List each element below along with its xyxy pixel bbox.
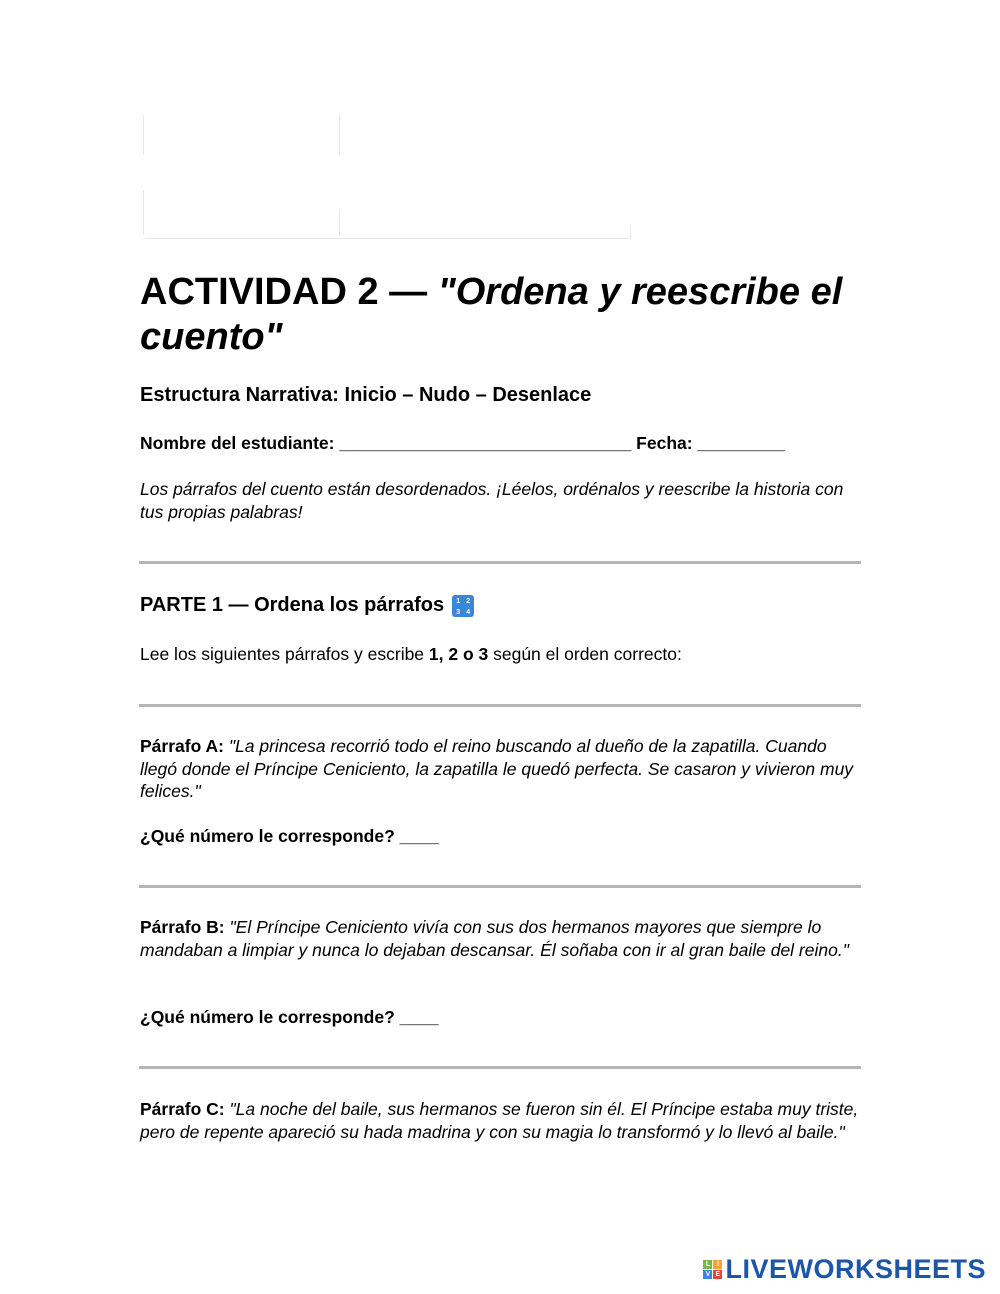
paragraph-label: Párrafo C: bbox=[140, 1099, 225, 1119]
part1-title-text: PARTE 1 — Ordena los párrafos bbox=[140, 594, 445, 616]
icon-digit: 1 bbox=[456, 597, 461, 605]
logo-letter: I bbox=[713, 1260, 722, 1269]
paragraph-a bbox=[140, 735, 860, 803]
student-name-date-line: Nombre del estudiante: ______________________________ Fecha: _________ bbox=[140, 433, 786, 453]
divider bbox=[139, 1066, 861, 1069]
part1-instruction bbox=[140, 644, 682, 665]
logo-letter: V bbox=[703, 1270, 712, 1279]
logo-icon bbox=[703, 1260, 722, 1279]
icon-digit: 4 bbox=[466, 608, 471, 616]
table-fragment-mid-1 bbox=[339, 115, 340, 155]
intro-text: Los párrafos del cuento están desordenados. ¡Léelos, ordénalos y reescribe la historia con tus propias palabras! bbox=[140, 479, 844, 522]
paragraph-text: "La princesa recorrió todo el reino buscando al dueño de la zapatilla. Cuando llegó donde el Príncipe Ceniciento, la zapatilla le quedó perfecta. Se casaron y vivieron muy felices." bbox=[140, 736, 854, 801]
instruction-text-end: según el orden correcto: bbox=[488, 644, 682, 664]
table-fragment-right bbox=[630, 226, 631, 238]
divider bbox=[139, 885, 861, 888]
paragraph-text: "El Príncipe Ceniciento vivía con sus dos hermanos mayores que siempre lo mandaban a limpiar y nunca lo dejaban descansar. Él soñaba con ir al gran baile del reino." bbox=[140, 917, 849, 960]
question-b[interactable]: ¿Qué número le corresponde? ____ bbox=[140, 1007, 439, 1027]
divider bbox=[139, 704, 861, 707]
table-fragment-mid-2 bbox=[339, 210, 340, 235]
page-title bbox=[140, 270, 860, 360]
paragraph-label: Párrafo B: bbox=[140, 917, 225, 937]
paragraph-text: "La noche del baile, sus hermanos se fueron sin él. El Príncipe estaba muy triste, pero de repente apareció su hada madrina y con su magia lo transformó y lo llevó al baile." bbox=[140, 1099, 859, 1142]
question-a[interactable]: ¿Qué número le corresponde? ____ bbox=[140, 826, 439, 846]
icon-digit: 3 bbox=[456, 608, 461, 616]
numbers-icon bbox=[452, 595, 474, 617]
subtitle: Estructura Narrativa: Inicio – Nudo – Desenlace bbox=[140, 384, 592, 406]
table-fragment-left-1 bbox=[143, 115, 144, 155]
icon-digit: 2 bbox=[466, 597, 471, 605]
paragraph-label: Párrafo A: bbox=[140, 736, 224, 756]
divider bbox=[139, 561, 861, 564]
title-prefix: ACTIVIDAD 2 — bbox=[140, 271, 438, 313]
logo-text: LIVEWORKSHEETS bbox=[725, 1254, 986, 1284]
part1-title bbox=[140, 594, 474, 617]
logo-letter: E bbox=[713, 1270, 722, 1279]
paragraph-b bbox=[140, 916, 860, 961]
liveworksheets-logo[interactable] bbox=[703, 1254, 986, 1285]
table-fragment-left-2 bbox=[143, 190, 144, 235]
paragraph-c bbox=[140, 1098, 860, 1143]
instruction-bold: 1, 2 o 3 bbox=[428, 644, 489, 664]
logo-letter: L bbox=[703, 1260, 712, 1269]
instruction-text: Lee los siguientes párrafos y escribe bbox=[140, 644, 429, 664]
table-fragment-bottom bbox=[145, 238, 631, 239]
title-italic: "Ordena y reescribe el cuento" bbox=[140, 271, 843, 358]
